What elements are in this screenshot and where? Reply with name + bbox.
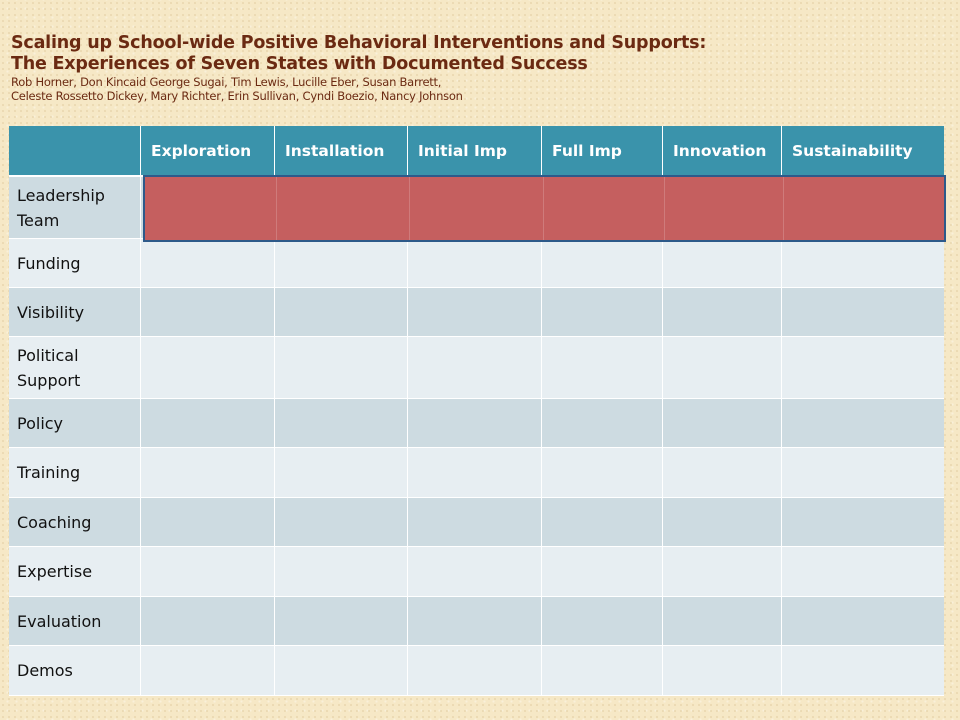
table-cell <box>141 646 275 696</box>
table-cell <box>408 399 542 448</box>
table-cell <box>782 399 944 448</box>
table-cell <box>663 288 782 337</box>
table-cell <box>663 597 782 646</box>
table-cell <box>275 337 408 399</box>
table-cell <box>141 399 275 448</box>
table-cell <box>782 337 944 399</box>
table-row <box>9 547 944 597</box>
table-cell <box>782 288 944 337</box>
row-label-political-support: Political Support <box>9 337 141 399</box>
leadership-team-highlight-bar <box>143 175 946 242</box>
table-cell <box>542 399 663 448</box>
table-cell <box>542 646 663 696</box>
row-label-policy: Policy <box>9 399 141 448</box>
table-cell <box>542 448 663 498</box>
highlight-divider <box>276 177 277 240</box>
table-cell <box>141 288 275 337</box>
table-cell <box>663 337 782 399</box>
table-row <box>9 239 944 288</box>
table-cell <box>275 597 408 646</box>
highlight-divider <box>664 177 665 240</box>
table-cell <box>408 547 542 597</box>
table-cell <box>408 288 542 337</box>
table-cell <box>141 448 275 498</box>
table-cell <box>663 498 782 547</box>
header-cell-initial-imp: Initial Imp <box>408 126 542 177</box>
table-cell <box>275 239 408 288</box>
row-label-coaching: Coaching <box>9 498 141 547</box>
table-row <box>9 399 944 448</box>
table-cell <box>542 239 663 288</box>
table-row <box>9 646 944 696</box>
row-label-leadership-team: Leadership Team <box>9 177 141 239</box>
table-cell <box>782 448 944 498</box>
table-cell <box>141 498 275 547</box>
header-cell-exploration: Exploration <box>141 126 275 177</box>
table-header-row <box>9 126 944 177</box>
table-cell <box>275 498 408 547</box>
table-cell <box>408 597 542 646</box>
header-cell-corner <box>9 126 141 177</box>
row-label-funding: Funding <box>9 239 141 288</box>
table-cell <box>141 597 275 646</box>
table-cell <box>275 646 408 696</box>
table-cell <box>275 399 408 448</box>
table-row <box>9 337 944 399</box>
table-cell <box>663 547 782 597</box>
table-cell <box>663 448 782 498</box>
table-cell <box>408 448 542 498</box>
table-cell <box>408 498 542 547</box>
table-cell <box>141 547 275 597</box>
authors-line-2: Celeste Rossetto Dickey, Mary Richter, Erin Sullivan, Cyndi Boezio, Nancy Johnson <box>11 89 463 103</box>
table-cell <box>408 337 542 399</box>
row-label-training: Training <box>9 448 141 498</box>
table-cell <box>782 547 944 597</box>
table-cell <box>275 448 408 498</box>
table-cell <box>408 239 542 288</box>
table-cell <box>782 597 944 646</box>
row-label-expertise: Expertise <box>9 547 141 597</box>
table-row <box>9 448 944 498</box>
header-cell-full-imp: Full Imp <box>542 126 663 177</box>
row-label-visibility: Visibility <box>9 288 141 337</box>
title-line-2: The Experiences of Seven States with Documented Success <box>11 54 588 74</box>
table-cell <box>663 646 782 696</box>
table-cell <box>542 288 663 337</box>
authors-line-1: Rob Horner, Don Kincaid George Sugai, Tim Lewis, Lucille Eber, Susan Barrett, <box>11 75 442 89</box>
table-cell <box>542 597 663 646</box>
table-cell <box>542 498 663 547</box>
table-cell <box>542 547 663 597</box>
row-label-evaluation: Evaluation <box>9 597 141 646</box>
header-cell-installation: Installation <box>275 126 408 177</box>
table-row <box>9 597 944 646</box>
table-cell <box>782 498 944 547</box>
table-cell <box>542 337 663 399</box>
highlight-divider <box>783 177 784 240</box>
table-cell <box>408 646 542 696</box>
table-cell <box>275 288 408 337</box>
table-row <box>9 498 944 547</box>
header-cell-sustainability: Sustainability <box>782 126 944 177</box>
row-label-demos: Demos <box>9 646 141 696</box>
table-cell <box>141 239 275 288</box>
table-cell <box>663 239 782 288</box>
header-cell-innovation: Innovation <box>663 126 782 177</box>
slide-title-block <box>11 33 941 103</box>
table-cell <box>275 547 408 597</box>
table-cell <box>782 646 944 696</box>
table-cell <box>782 239 944 288</box>
highlight-divider <box>543 177 544 240</box>
highlight-divider <box>409 177 410 240</box>
table-row <box>9 288 944 337</box>
table-cell <box>141 337 275 399</box>
table-cell <box>663 399 782 448</box>
title-line-1: Scaling up School-wide Positive Behavioral Interventions and Supports: <box>11 33 707 53</box>
